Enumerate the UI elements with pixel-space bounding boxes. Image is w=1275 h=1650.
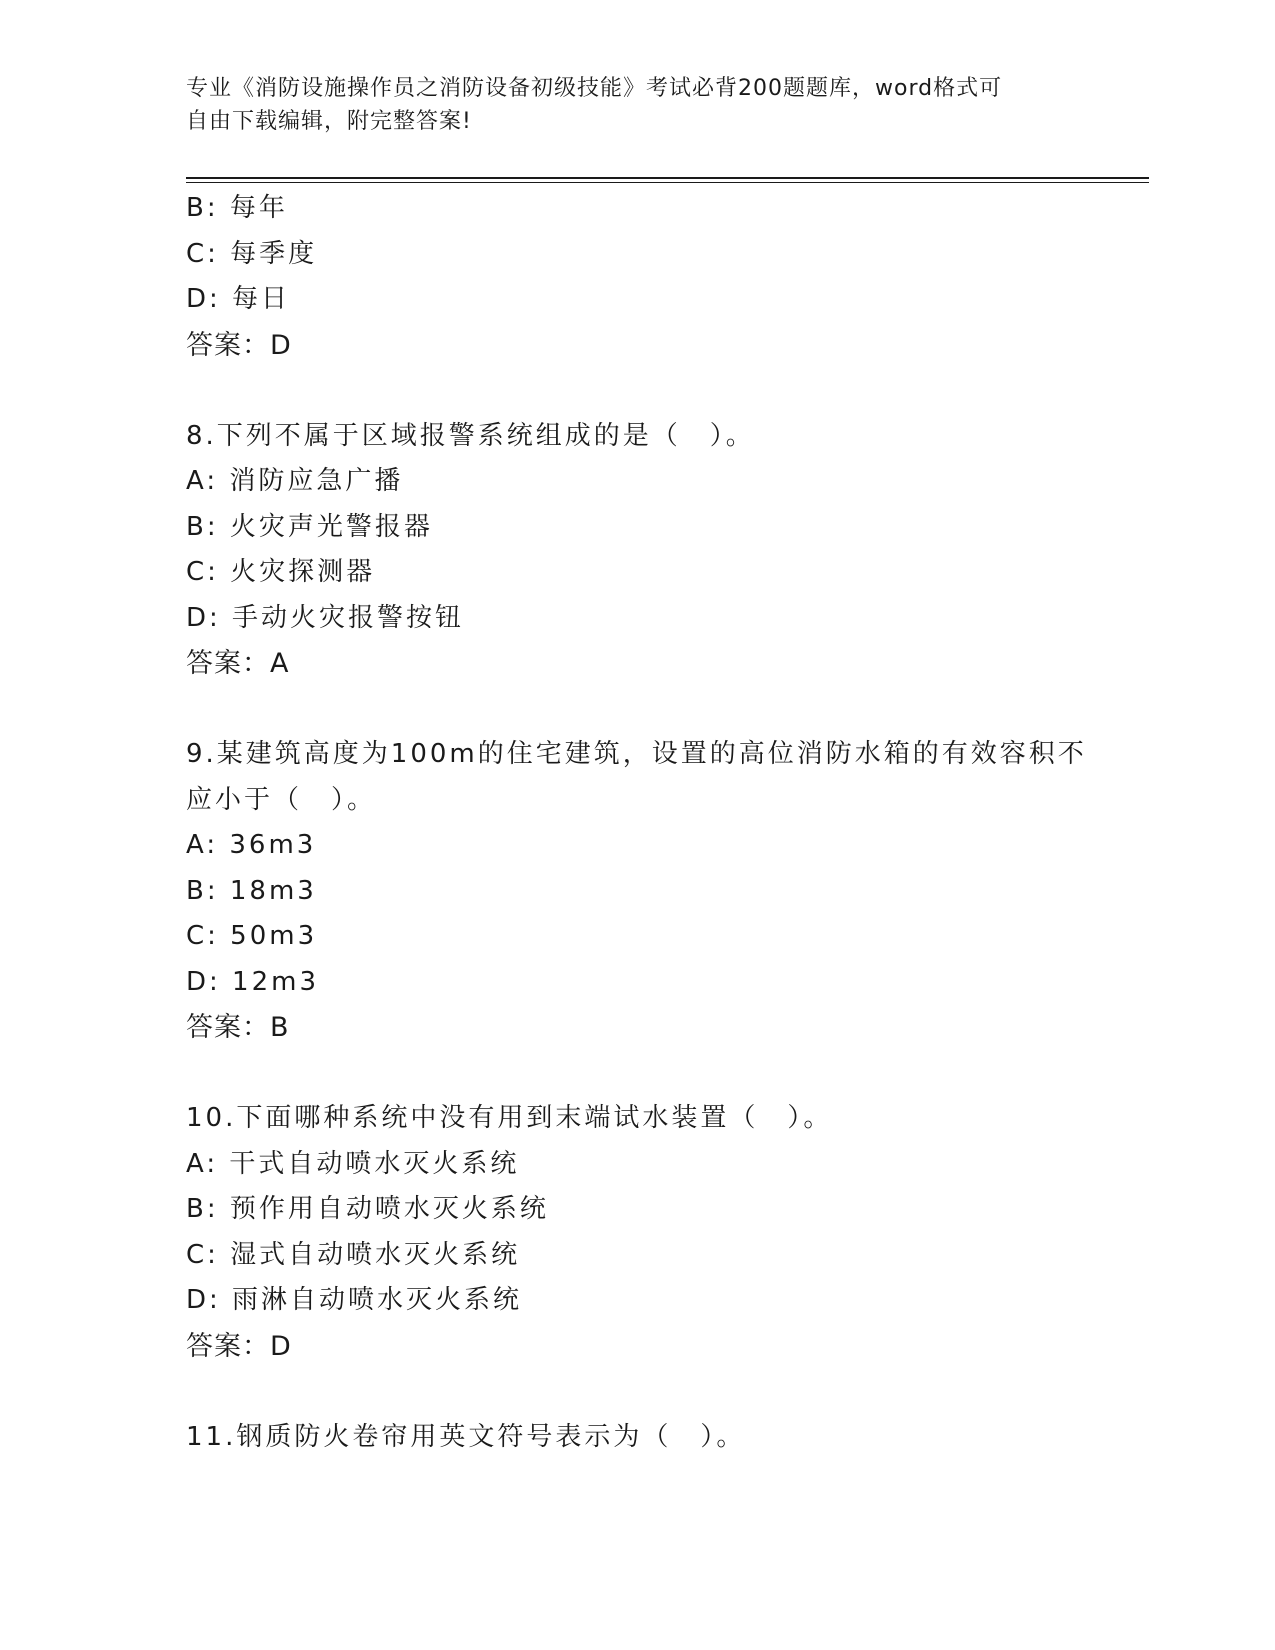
option-b: B: 18m3	[186, 875, 317, 906]
question-10	[186, 1096, 1086, 1369]
header-line-2: 自由下载编辑，附完整答案!	[186, 109, 472, 134]
question-list	[186, 186, 1086, 1460]
option-c: C: 50m3	[186, 921, 318, 951]
question-8	[186, 414, 1086, 687]
document-header	[186, 72, 1066, 138]
option-d: D: 手动火灾报警按钮	[186, 602, 465, 633]
question-11	[186, 1415, 1086, 1461]
question-9	[186, 732, 1086, 1051]
question-stem: 11.钢质防火卷帘用英文符号表示为（ ）。	[186, 1421, 746, 1452]
option-d: D: 每日	[186, 284, 291, 314]
question-spacer	[186, 1051, 1086, 1097]
question-spacer	[186, 1369, 1086, 1415]
option-c: C: 湿式自动喷水灭火系统	[186, 1239, 521, 1270]
option-d: D: 雨淋自动喷水灭火系统	[186, 1285, 523, 1315]
option-c: C: 火灾探测器	[186, 557, 376, 587]
header-rule-thin	[186, 182, 1149, 183]
option-a: A: 消防应急广播	[186, 466, 404, 496]
option-a: A: 干式自动喷水灭火系统	[186, 1148, 520, 1179]
option-d: D: 12m3	[186, 966, 319, 997]
question-stem: 9.某建筑高度为100m的住宅建筑，设置的高位消防水箱的有效容积不	[186, 739, 1087, 769]
question-stem: 10.下面哪种系统中没有用到末端试水装置（ ）。	[186, 1103, 833, 1133]
option-b: B: 火灾声光警报器	[186, 511, 433, 542]
option-a: A: 36m3	[186, 830, 317, 860]
option-b: B: 预作用自动喷水灭火系统	[186, 1194, 549, 1224]
answer-line: 答案：B	[186, 1012, 290, 1043]
answer-line: 答案：A	[186, 648, 290, 679]
question-spacer	[186, 687, 1086, 733]
option-c: C: 每季度	[186, 238, 318, 269]
question-7-tail	[186, 186, 1086, 368]
question-spacer	[186, 368, 1086, 414]
answer-line: 答案：D	[186, 329, 292, 361]
header-line-1: 专业《消防设施操作员之消防设备初级技能》考试必背200题题库，word格式可	[186, 76, 1003, 101]
header-rule-thick	[186, 177, 1149, 179]
option-b: B: 每年	[186, 193, 288, 223]
answer-line: 答案：D	[186, 1330, 292, 1362]
question-stem-continued: 应小于（ ）。	[186, 784, 377, 815]
question-stem: 8.下列不属于区域报警系统组成的是（ ）。	[186, 420, 755, 451]
